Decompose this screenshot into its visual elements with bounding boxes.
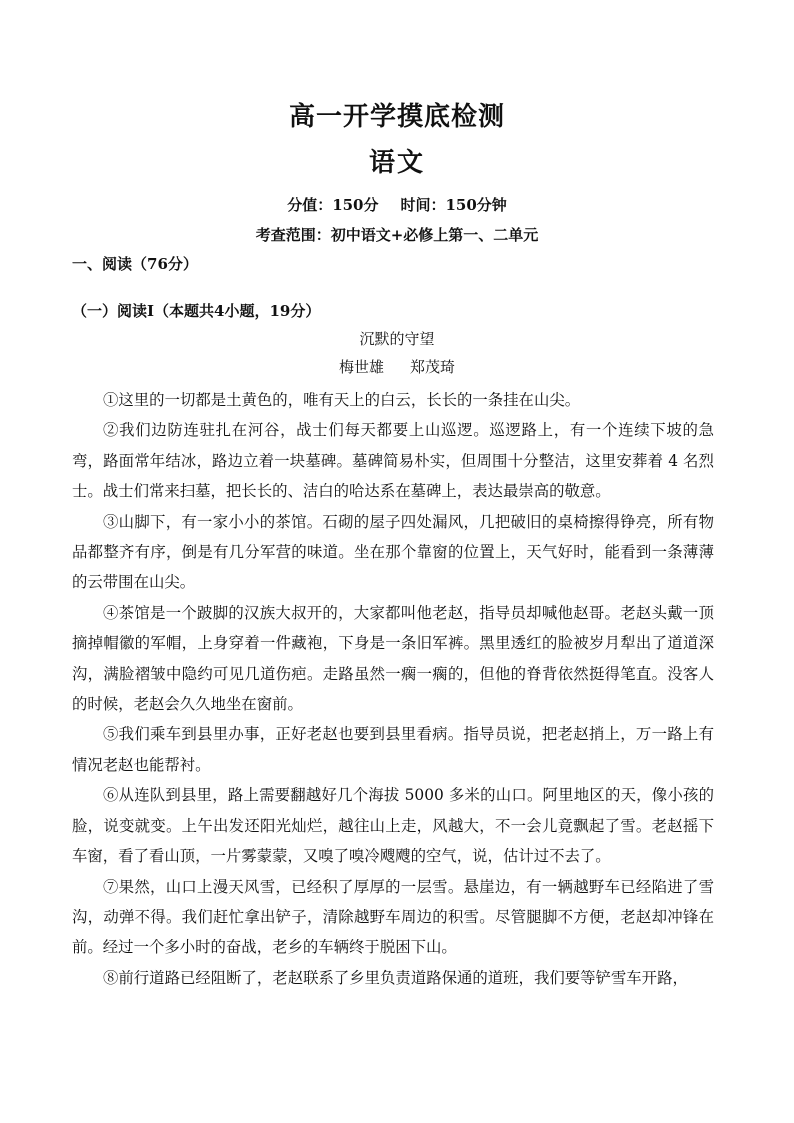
- paragraph: ①这里的一切都是土黄色的，唯有天上的白云，长长的一条挂在山尖。: [103, 391, 581, 409]
- paragraph: ⑤我们乘车到县里办事，正好老赵也要到县里看病。指导员说，把老赵捎上，万一路上有情况老赵也能帮衬。: [72, 725, 714, 774]
- paragraph: ②我们边防连驻扎在河谷，战士们每天都要上山巡逻。巡逻路上，有一个连续下坡的急弯，路面常年结冰，路边立着一块墓碑。墓碑简易朴实，但周围十分整洁，这里安葬着 4 名烈士。战士们常来扫墓，把长长的、洁白的哈达系在墓碑上，表达最崇高的敬意。: [72, 421, 714, 501]
- score-info: 分值：150分: [287, 196, 379, 214]
- paragraph: ③山脚下，有一家小小的茶馆。石砌的屋子四处漏风，几把破旧的桌椅擦得铮亮，所有物品都整齐有序，倒是有几分军营的味道。坐在那个靠窗的位置上，天气好时，能看到一条薄薄的云带围在山尖。: [72, 512, 714, 592]
- author-name: 郑茂琦: [410, 358, 456, 376]
- exam-scope: 考查范围：初中语文+必修上第一、二单元: [255, 226, 539, 244]
- exam-meta: [0, 194, 794, 215]
- paragraph: ⑥从连队到县里，路上需要翻越好几个海拔 5000 多米的山口。阿里地区的天，像小孩的脸，说变就变。上午出发还阳光灿烂，越往山上走，风越大，不一会儿竟飘起了雪。老赵摇下车窗，看了看山顶，一片雾蒙蒙，又嗅了嗅冷飕飕的空气，说，估计过不去了。: [72, 786, 714, 866]
- article-title: 沉默的守望: [359, 330, 435, 348]
- exam-title: 高一开学摸底检测: [288, 102, 505, 132]
- subsection-heading: （一）阅读Ⅰ（本题共4小题，19分）: [72, 302, 321, 320]
- paragraph: ⑦果然，山口上漫天风雪，已经积了厚厚的一层雪。悬崖边，有一辆越野车已经陷进了雪沟，动弹不得。我们赶忙拿出铲子，清除越野车周边的积雪。尽管腿脚不方便，老赵却冲锋在前。经过一个多小时的奋战，老乡的车辆终于脱困下山。: [72, 877, 714, 957]
- section-heading: 一、阅读（76分）: [72, 255, 198, 273]
- article-authors: [0, 356, 794, 377]
- time-info: 时间：150分钟: [400, 196, 507, 214]
- author-name: 梅世雄: [338, 358, 384, 376]
- article-body: [72, 385, 714, 993]
- paragraph: ⑧前行道路已经阻断了，老赵联系了乡里负责道路保通的道班，我们要等铲雪车开路，: [103, 968, 688, 987]
- paragraph: ④茶馆是一个跛脚的汉族大叔开的，大家都叫他老赵，指导员却喊他赵哥。老赵头戴一顶摘掉帽徽的军帽，上身穿着一件藏袍，下身是一条旧军裤。黑里透红的脸被岁月犁出了道道深沟，满脸褶皱中隐约可见几道伤疤。走路虽然一瘸一瘸的，但他的脊背依然挺得笔直。没客人的时候，老赵会久久地坐在窗前。: [72, 603, 714, 714]
- subject-title: 语文: [368, 148, 425, 178]
